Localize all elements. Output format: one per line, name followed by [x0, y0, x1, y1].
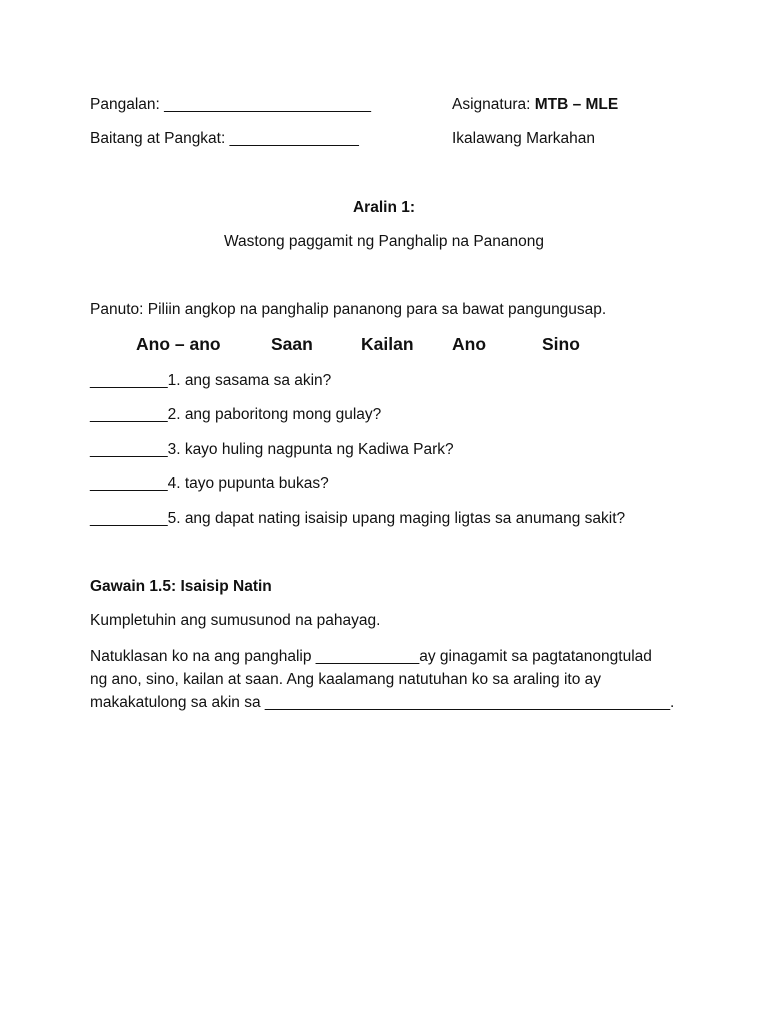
choice-ano: Ano	[452, 334, 487, 354]
grade-section-label: Baitang at Pangkat: _______________	[90, 130, 359, 147]
subject-value: MTB – MLE	[534, 96, 619, 113]
question-item-3: _________3. kayo huling nagpunta ng Kadiwa Park?	[90, 441, 454, 458]
choice-sino: Sino	[542, 334, 580, 354]
name-field-label: Pangalan: ________________________	[90, 96, 372, 113]
question-item-5: _________5. ang dapat nating isaisip upang maging ligtas sa anumang sakit?	[90, 510, 626, 527]
choices-row	[0, 334, 768, 358]
subject-label: Asignatura:	[452, 96, 535, 113]
activity-paragraph	[90, 645, 690, 714]
choice-saan: Saan	[271, 334, 313, 354]
paragraph-line-1: Natuklasan ko na ang panghalip ____________ay ginagamit sa pagtatanongtulad	[90, 648, 652, 665]
choice-ano-ano: Ano – ano	[136, 334, 221, 354]
paragraph-line-3: makakatulong sa akin sa _______________________________________________.	[90, 694, 675, 711]
activity-instruction: Kumpletuhin ang sumusunod na pahayag.	[90, 612, 381, 629]
paragraph-line-2: ng ano, sino, kailan at saan. Ang kaalamang natutuhan ko sa araling ito ay	[90, 671, 601, 688]
lesson-subtitle: Wastong paggamit ng Panghalip na Pananong	[224, 233, 544, 250]
quarter-label: Ikalawang Markahan	[452, 130, 596, 147]
question-item-4: _________4. tayo pupunta bukas?	[90, 475, 329, 492]
instructions-text: Panuto: Piliin angkop na panghalip pananong para sa bawat pangungusap.	[90, 301, 607, 318]
question-item-1: _________1. ang sasama sa akin?	[90, 372, 332, 389]
question-item-2: _________2. ang paboritong mong gulay?	[90, 406, 382, 423]
choice-kailan: Kailan	[361, 334, 414, 354]
subject-line	[452, 95, 618, 115]
lesson-title: Aralin 1:	[352, 199, 415, 216]
activity-title: Gawain 1.5: Isaisip Natin	[90, 578, 272, 595]
